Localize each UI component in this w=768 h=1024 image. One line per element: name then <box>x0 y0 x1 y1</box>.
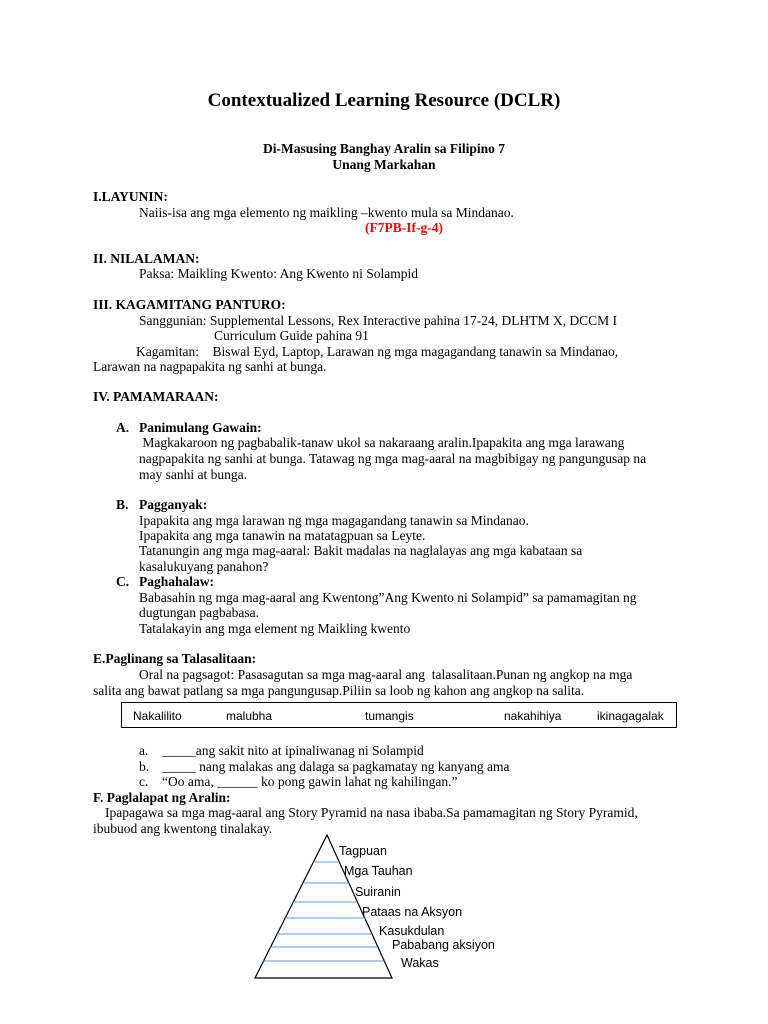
pagganyak-text: Tatanungin ang mga mag-aaral: Bakit madalas na naglalayas ang mga kabataan sa <box>139 543 583 558</box>
pyramid-level-label: Kasukdulan <box>379 924 445 938</box>
paghahalaw-text: dugtungan pagbabasa. <box>139 605 259 620</box>
word-choice: Nakalilito <box>133 709 182 723</box>
fill-in-item: “Oo ama, ______ ko pong gawin lahat ng kahilingan.” <box>162 774 458 789</box>
list-letter: a. <box>139 743 149 758</box>
pagganyak-text: Ipapakita ang mga larawan ng mga magagandang tanawin sa Mindanao. <box>139 513 529 528</box>
paglalapat-text: Ipapagawa sa mga mag-aaral ang Story Pyramid na nasa ibaba.Sa pamamagitan ng Story Pyramid, <box>105 805 638 820</box>
panimulang-gawain-heading: Panimulang Gawain: <box>139 420 262 435</box>
word-choice: malubha <box>226 709 273 723</box>
lesson-plan-subtitle: Di-Masusing Banghay Aralin sa Filipino 7 <box>263 141 505 156</box>
panimulang-gawain-text: nagpapakita ng sanhi at bunga. Tatawag ng mga mag-aaral na magbibigay ng pangungusap na <box>139 451 647 466</box>
paghahalaw-text: Tatalakayin ang mga element ng Maikling kwento <box>139 621 411 636</box>
section-kagamitan-heading: III. KAGAMITANG PANTURO: <box>93 297 286 312</box>
pagganyak-text: kasalukuyang panahon? <box>139 559 269 574</box>
nilalaman-paksa: Paksa: Maikling Kwento: Ang Kwento ni Solampid <box>139 266 418 281</box>
pyramid-level-label: Suiranin <box>355 885 401 899</box>
layunin-text: Naiis-isa ang mga elemento ng maikling –kwento mula sa Mindanao. <box>139 205 514 220</box>
panimulang-gawain-text: may sanhi at bunga. <box>139 467 247 482</box>
curriculum-guide-text: Curriculum Guide pahina 91 <box>214 328 369 343</box>
pyramid-level-label: Pababang aksiyon <box>392 938 495 952</box>
word-choice: ikinagagalak <box>597 709 664 723</box>
word-choice: nakahihiya <box>504 709 562 723</box>
section-layunin-heading: I.LAYUNIN: <box>93 189 168 204</box>
fill-in-item: _____ang sakit nito at ipinaliwanag ni Solampid <box>162 743 424 758</box>
paghahalaw-text: Babasahin ng mga mag-aaral ang Kwentong”Ang Kwento ni Solampid” sa pamamagitan ng <box>139 590 637 605</box>
talasalitaan-instruction: Oral na pagsagot: Pasasagutan sa mga mag-aaral ang talasalitaan.Punan ng angkop na mga <box>139 667 633 682</box>
panimulang-gawain-text: Magkakaroon ng pagbabalik-tanaw ukol sa nakaraang aralin.Ipapakita ang mga larawang <box>139 435 625 450</box>
kagamitan-text: Kagamitan: Biswal Eyd, Laptop, Larawan ng mga magagandang tanawin sa Mindanao, <box>136 344 619 359</box>
list-letter-c: C. <box>116 574 130 589</box>
pagganyak-text: Ipapakita ang mga tanawin na matatagpuan sa Leyte. <box>139 528 426 543</box>
list-letter-b: B. <box>116 497 129 512</box>
kagamitan-text-cont: Larawan na nagpapakita ng sanhi at bunga. <box>93 359 327 374</box>
list-letter: b. <box>139 759 150 774</box>
paglalapat-text-cont: ibubuod ang kwentong tinalakay. <box>93 821 273 836</box>
pyramid-level-label: Wakas <box>401 956 439 970</box>
pagganyak-heading: Pagganyak: <box>139 497 208 512</box>
pyramid-level-label: Tagpuan <box>339 844 387 858</box>
pyramid-level-label: Mga Tauhan <box>344 864 413 878</box>
paghahalaw-heading: Paghahalaw: <box>139 574 215 589</box>
document-title: Contextualized Learning Resource (DCLR) <box>207 90 561 111</box>
list-letter-a: A. <box>116 420 130 435</box>
competency-code: (F7PB-If-g-4) <box>365 220 443 235</box>
list-letter: c. <box>139 774 149 789</box>
section-pamamaraan-heading: IV. PAMAMARAAN: <box>93 389 219 404</box>
section-talasalitaan-heading: E.Paglinang sa Talasalitaan: <box>93 651 257 666</box>
talasalitaan-instruction-cont: salita ang bawat patlang sa mga pangungusap.Piliin sa loob ng kahon ang angkop na salita. <box>93 683 585 698</box>
word-choice: tumangis <box>365 709 414 723</box>
pyramid-level-label: Pataas na Aksyon <box>362 905 463 919</box>
section-paglalapat-heading: F. Paglalapat ng Aralin: <box>93 790 231 805</box>
fill-in-item: _____ nang malakas ang dalaga sa pagkamatay ng kanyang ama <box>162 759 510 774</box>
sanggunian-text: Sanggunian: Supplemental Lessons, Rex Interactive pahina 17-24, DLHTM X, DCCM I <box>139 313 618 328</box>
section-nilalaman-heading: II. NILALAMAN: <box>93 251 200 266</box>
quarter-subtitle: Unang Markahan <box>332 157 436 172</box>
